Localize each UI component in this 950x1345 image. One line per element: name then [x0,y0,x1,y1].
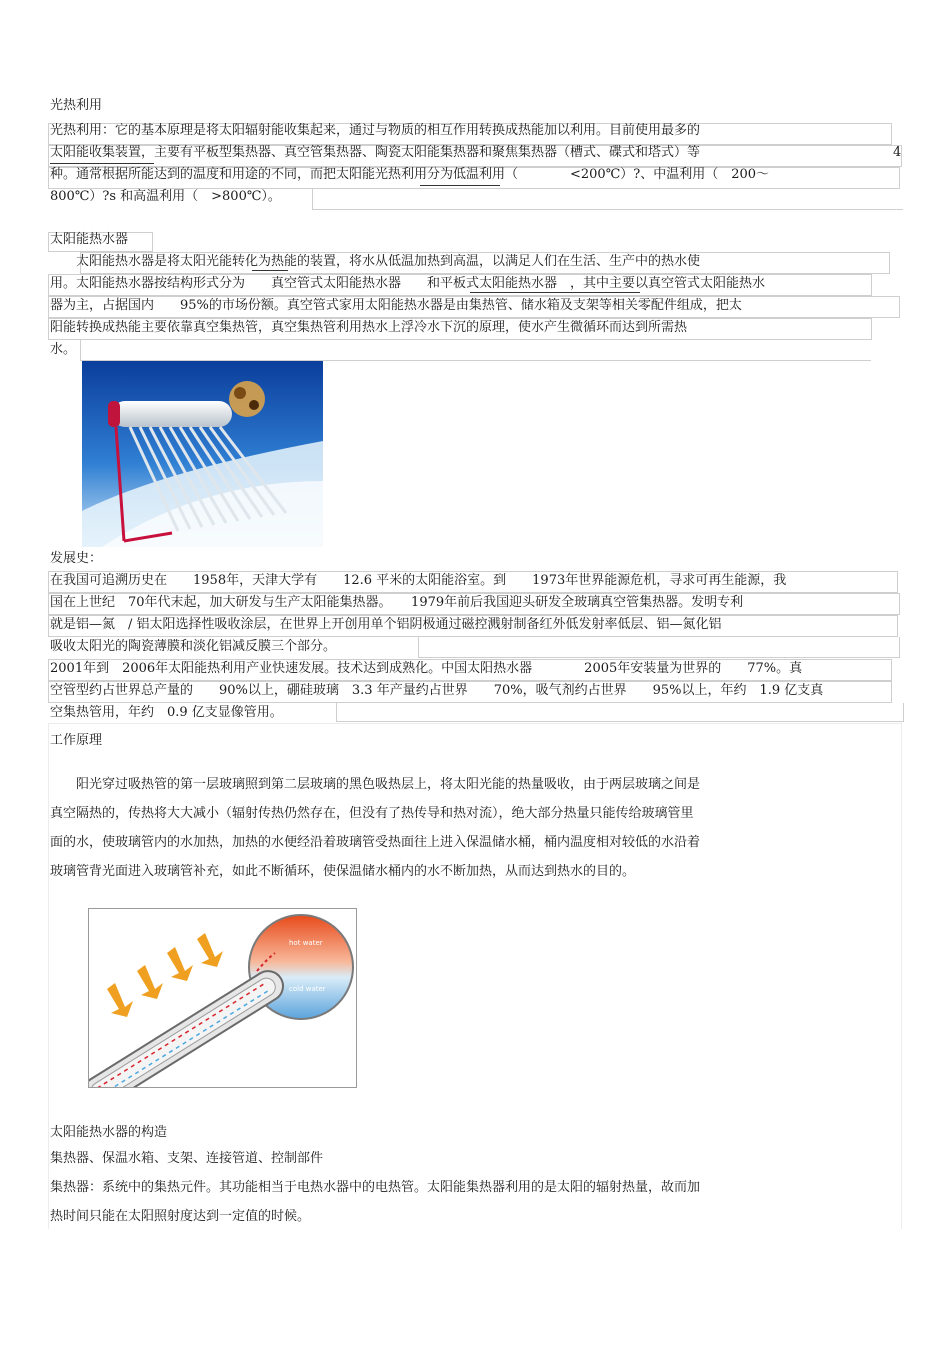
section-heading-history: 发展史： [50,551,103,566]
section-heading-working-principle: 工作原理 [50,733,103,748]
paragraph-line: 水。 [50,342,77,357]
paragraph-line: 阳光穿过吸热管的第一层玻璃照到第二层玻璃的黑色吸热层上，将太阳光能的热量吸收，由于两层玻璃之间是 [50,777,701,792]
cold-water-label: cold water [289,985,326,993]
text-underline [420,185,500,186]
paragraph-line: 就是铝—氮 / 铝太阳选择性吸收涂层，在世界上开创用单个铝阴极通过磁控溅射制备红外低发射率低层、铝—氮化铝 [50,617,722,632]
paragraph-line: 在我国可追溯历史在 1958年，天津大学有 12.6 平米的太阳能浴室。到 1973年世界能源危机，寻求可再生能源，我 [50,573,787,588]
paragraph-line: 集热器、保温水箱、支架、连接管道、控制部件 [50,1151,324,1166]
paragraph-line: 集热器：系统中的集热元件。其功能相当于电热水器中的电热管。太阳能集热器利用的是太阳的辐射热量，故而加 [50,1180,701,1195]
paragraph-line: 空管型约占世界总产量的 90%以上，硼硅玻璃 3.3 年产量约占世界 70%，吸气剂约占世界 95%以上，年约 1.9 亿支真 [50,683,824,698]
section-heading-structure: 太阳能热水器的构造 [50,1125,168,1140]
paragraph-line: 2001年到 2006年太阳能热利用产业快速发展。技术达到成熟化。中国太阳热水器 2005年安装量为世界的 77%。真 [50,661,803,676]
paragraph-line: 真空隔热的，传热将大大减小（辐射传热仍然存在，但没有了热传导和热对流），绝大部分热量只能传给玻璃管里 [50,806,694,821]
text-underline [50,163,154,164]
section-heading-solar-water-heater: 太阳能热水器 [50,232,129,247]
section-heading-light-heat: 光热利用 [50,98,103,113]
paragraph-line: 国在上世纪 70年代末起，加大研发与生产太阳能集热器。 1979年前后我国迎头研发全玻璃真空管集热器。发明专利 [50,595,744,610]
paragraph-line: 太阳能热水器是将太阳光能转化为热能的装置，将水从低温加热到高温，以满足人们在生活、生产中的热水使 [50,254,701,269]
scan-box [312,189,903,210]
paragraph-line: 800℃）?s 和高温利用（ >800℃）。 [50,189,281,204]
paragraph-line: 用。太阳能热水器按结构形式分为 真空管式太阳能热水器 和平板式太阳能热水器 ，其中主要以真空管式太阳能热水 [50,276,766,291]
paragraph-line: 器为主，占据国内 95%的市场份额。真空管式家用太阳能热水器是由集热管、储水箱及支架等相关零配件组成，把太 [50,298,742,313]
paragraph-line: 热时间只能在太阳照射度达到一定值的时候。 [50,1209,311,1224]
solar-heater-photo [82,361,323,547]
heat-pipe-illustration [89,909,356,1087]
page-side-number: 4 [893,145,902,160]
hot-water-label: hot water [289,939,323,947]
scan-box [336,703,904,722]
paragraph-line: 面的水，使玻璃管内的水加热，加热的水便经沿着玻璃管受热面往上进入保温储水桶，桶内温度相对较低的水沿着 [50,835,701,850]
paragraph-line: 空集热管用，年约 0.9 亿支显像管用。 [50,705,283,720]
paragraph-line: 光热利用：它的基本原理是将太阳辐射能收集起来，通过与物质的相互作用转换成热能加以利用。目前使用最多的 [50,123,701,138]
heat-pipe-diagram [88,908,357,1088]
solar-heater-illustration [82,361,323,547]
scan-box [80,340,871,361]
paragraph-line: 阳能转换成热能主要依靠真空集热管，真空集热管利用热水上浮冷水下沉的原理，使水产生微循环而达到所需热 [50,320,688,335]
paragraph-line: 吸收太阳光的陶瓷薄膜和淡化铝减反膜三个部分。 [50,639,337,654]
paragraph-line: 玻璃管背光面进入玻璃管补充，如此不断循环，使保温储水桶内的水不断加热，从而达到热水的目的。 [50,864,636,879]
paragraph-line: 种。通常根据所能达到的温度和用途的不同，而把太阳能光热利用分为低温利用（ <200℃）?、中温利用（ 200～ [50,167,770,182]
paragraph-line: 太阳能收集装置，主要有平板型集热器、真空管集热器、陶瓷太阳能集热器和聚焦集热器（槽式、碟式和塔式）等 [50,145,701,160]
scan-box [418,637,900,658]
